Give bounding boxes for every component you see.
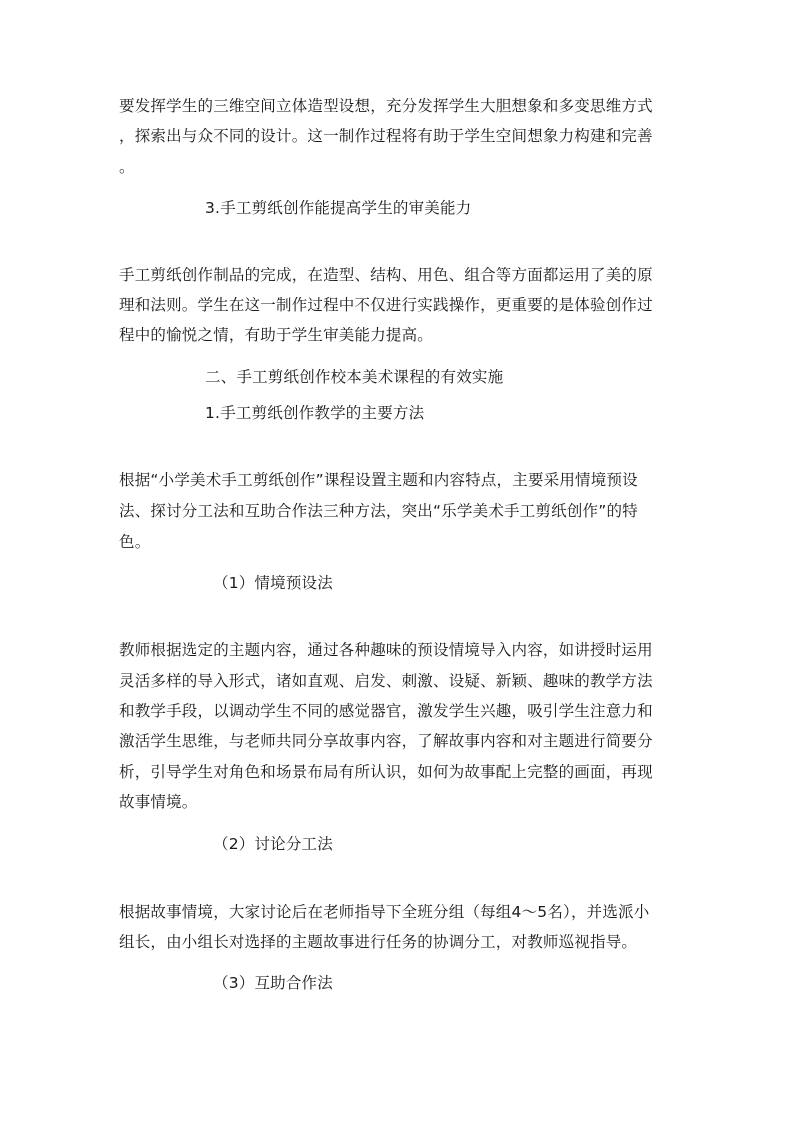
body-text-line: 理和法则。学生在这一制作过程中不仅进行实践操作，更重要的是体验创作过 xyxy=(119,296,653,314)
body-text-line: ，探索出与众不同的设计。这一制作过程将有助于学生空间想象力构建和完善 xyxy=(119,127,653,145)
body-text-line: 程中的愉悦之情，有助于学生审美能力提高。 xyxy=(119,326,434,344)
body-text-line: 组长，由小组长对选择的主题故事进行任务的协调分工，对教师巡视指导。 xyxy=(119,933,638,951)
body-text-line: 色。 xyxy=(119,533,151,551)
body-text-line: 激活学生思维，与老师共同分享故事内容，了解故事内容和对主题进行简要分 xyxy=(119,732,653,750)
subsection-heading: （1）情境预设法 xyxy=(213,574,333,592)
body-text-line: 手工剪纸创作制品的完成，在造型、结构、用色、组合等方面都运用了美的原 xyxy=(119,266,653,284)
subsection-heading: （3）互助合作法 xyxy=(213,974,333,992)
body-text-line: 和教学手段，以调动学生不同的感觉器官，激发学生兴趣，吸引学生注意力和 xyxy=(119,702,653,720)
chapter-heading: 二、手工剪纸创作校本美术课程的有效实施 xyxy=(205,368,504,386)
body-text-line: 要发挥学生的三维空间立体造型设想，充分发挥学生大胆想象和多变思维方式 xyxy=(119,97,653,115)
body-text-line: 教师根据选定的主题内容，通过各种趣味的预设情境导入内容，如讲授时运用 xyxy=(119,641,653,659)
section-heading: 1.手工剪纸创作教学的主要方法 xyxy=(205,404,425,422)
body-text-line: 灵活多样的导入形式，诸如直观、启发、刺激、设疑、新颖、趣味的教学方法 xyxy=(119,672,653,690)
body-text-line: 法、探讨分工法和互助合作法三种方法，突出“乐学美术手工剪纸创作”的特 xyxy=(119,502,638,520)
body-text-line: 故事情境。 xyxy=(119,793,198,811)
subsection-heading: （2）讨论分工法 xyxy=(213,835,333,853)
body-text-line: 。 xyxy=(119,158,135,176)
body-text-line: 根据故事情境，大家讨论后在老师指导下全班分组（每组4～5名），并选派小 xyxy=(119,903,650,921)
body-text-line: 根据“小学美术手工剪纸创作”课程设置主题和内容特点，主要采用情境预设 xyxy=(119,471,638,489)
body-text-line: 析，引导学生对角色和场景布局有所认识，如何为故事配上完整的画面，再现 xyxy=(119,763,653,781)
section-heading: 3.手工剪纸创作能提高学生的审美能力 xyxy=(205,199,472,217)
